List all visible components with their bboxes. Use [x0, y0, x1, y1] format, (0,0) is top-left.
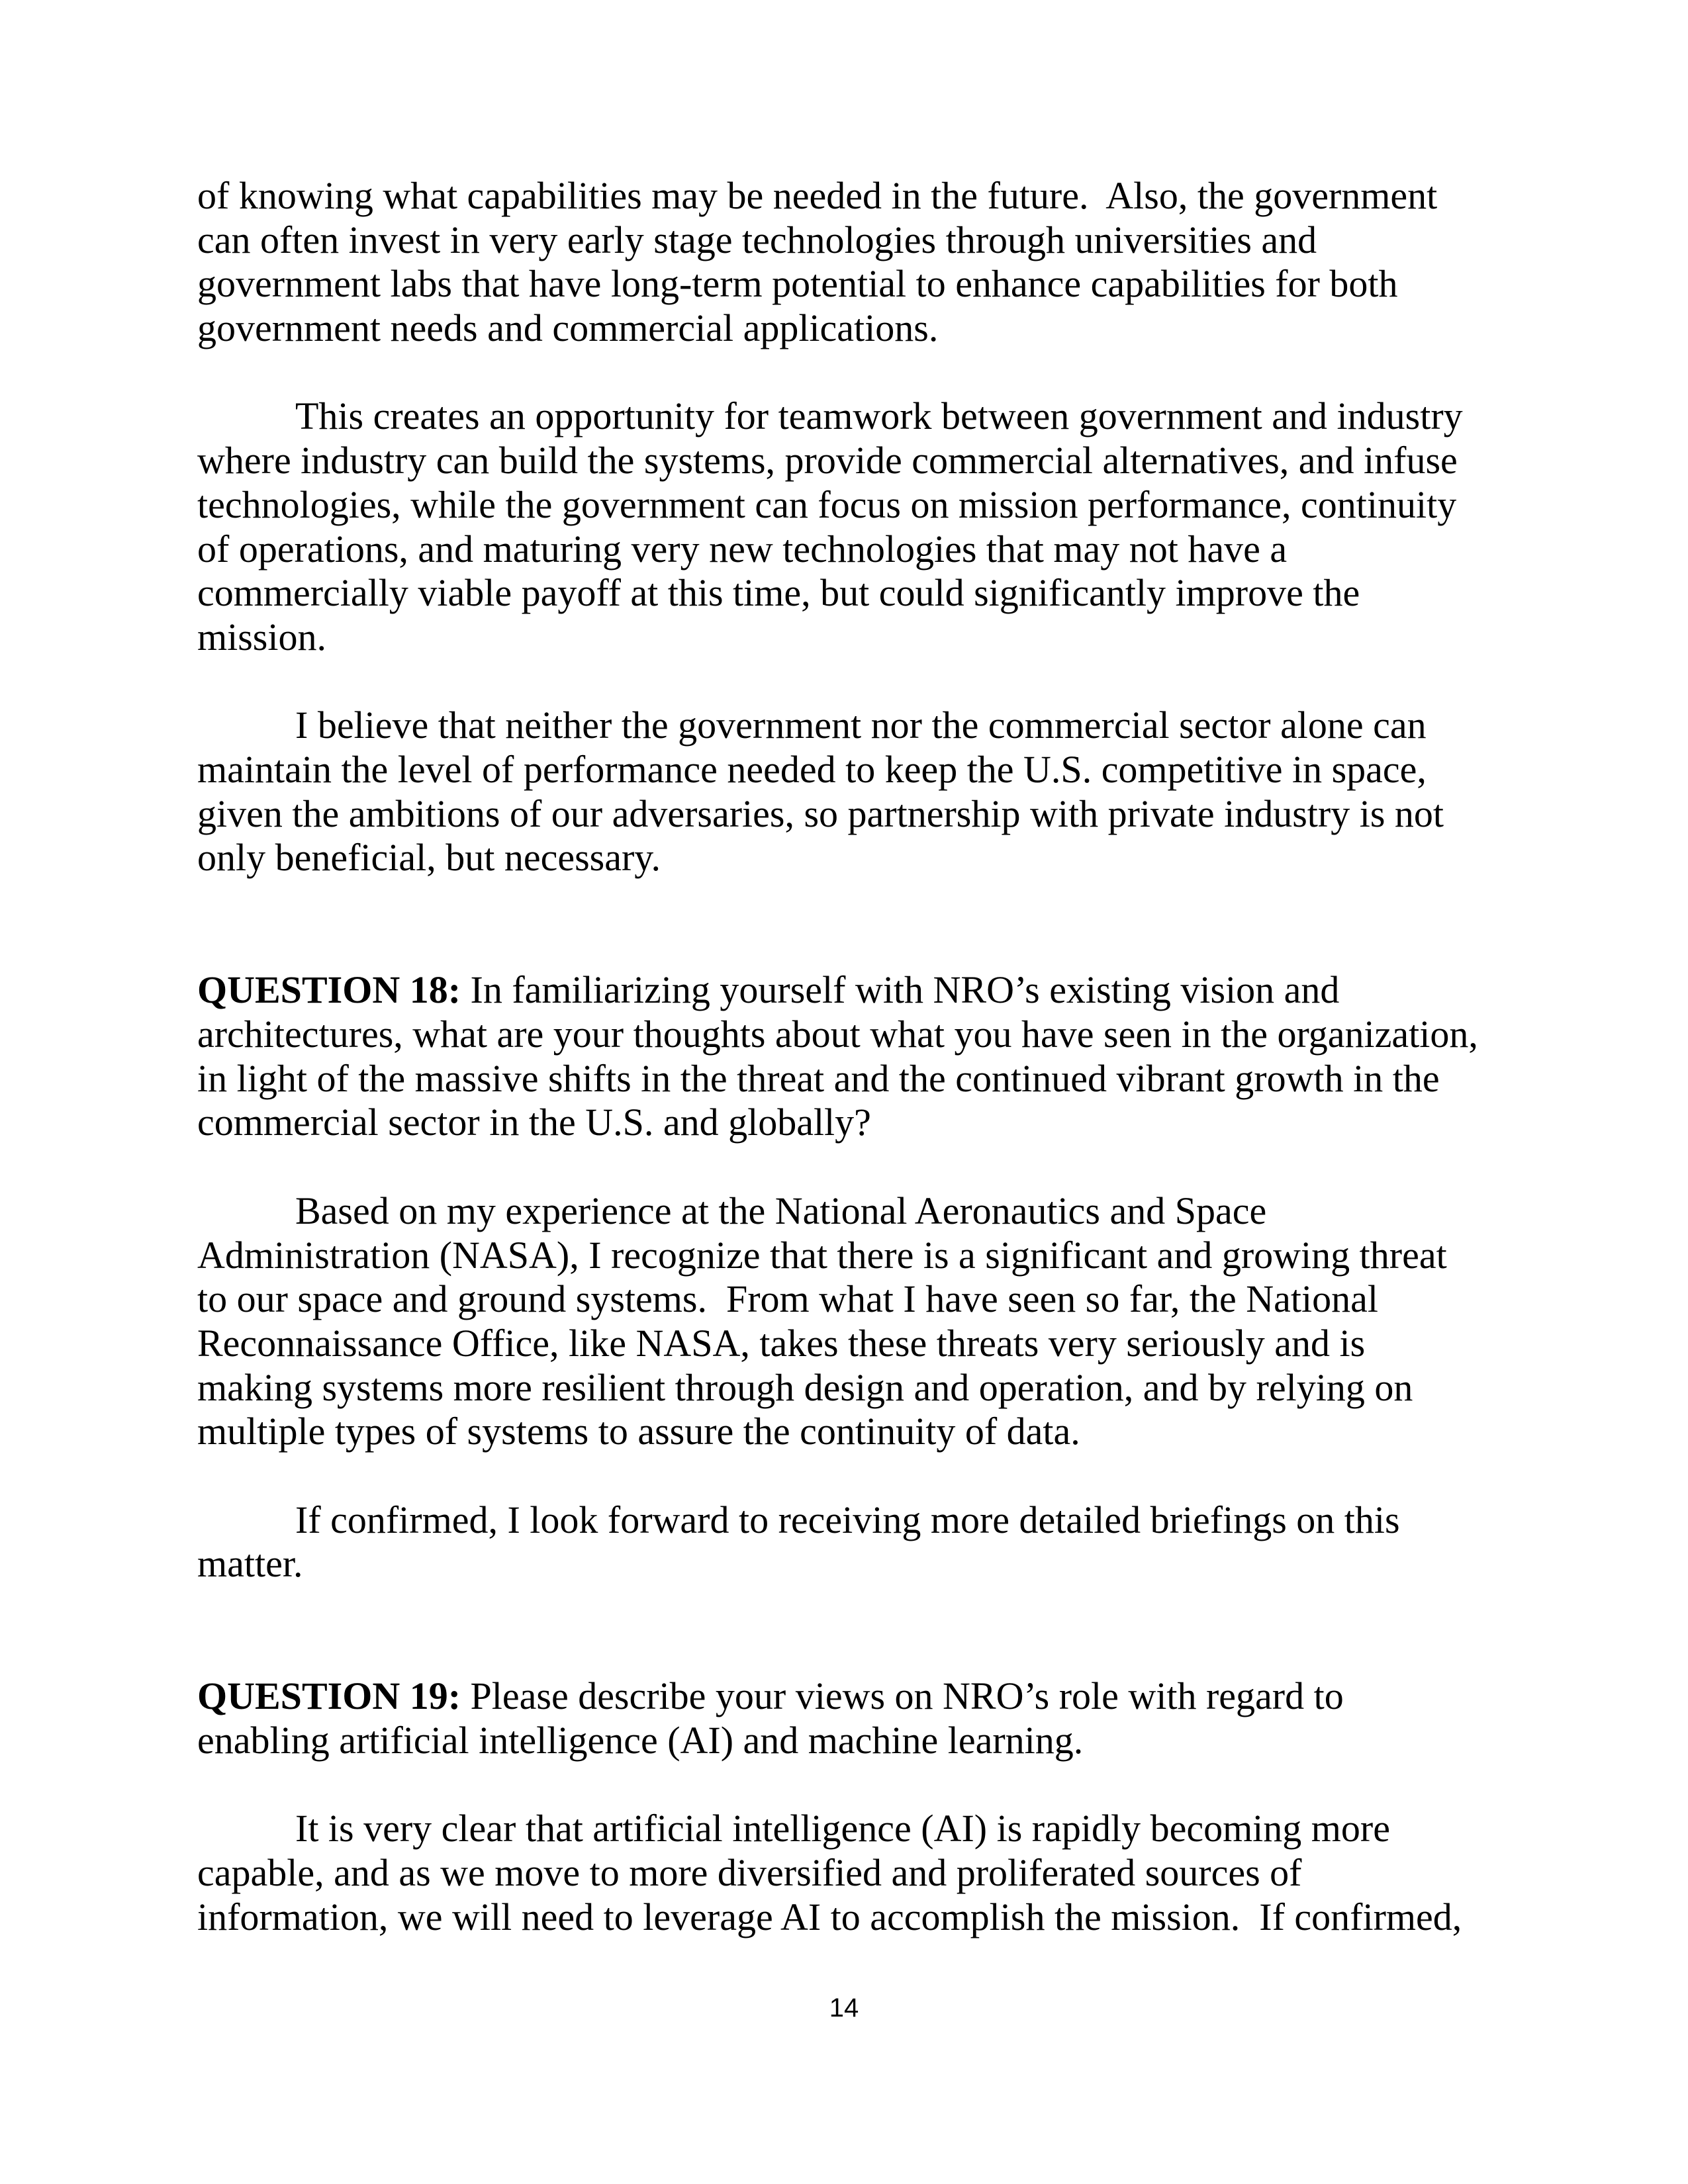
line-text: only beneficial, but necessary. [197, 836, 661, 880]
page-number: 14 [829, 1993, 859, 2023]
text-line [197, 1895, 1495, 1940]
text-line [197, 1674, 1495, 1719]
text-line [197, 439, 1495, 483]
line-text: maintain the level of performance needed to keep the U.S. competitive in space, [197, 747, 1427, 791]
text-line [197, 1013, 1495, 1057]
line-text: Please describe your views on NRO’s role with regard to [461, 1674, 1344, 1718]
line-text: architectures, what are your thoughts about what you have seen in the organization, [197, 1013, 1478, 1056]
line-text: I believe that neither the government nor the commercial sector alone can [295, 704, 1427, 747]
paragraph-spacer [197, 1763, 1495, 1807]
paragraph [197, 1189, 1495, 1454]
text-line [197, 483, 1495, 527]
paragraph-spacer [197, 660, 1495, 704]
line-text: In familiarizing yourself with NRO’s existing vision and [461, 968, 1340, 1012]
line-text: matter. [197, 1542, 303, 1586]
text-line [197, 836, 1495, 880]
text-line [197, 306, 1495, 351]
line-text: commercial sector in the U.S. and globally? [197, 1101, 871, 1144]
text-line [197, 1807, 1495, 1851]
text-line [197, 1277, 1495, 1322]
text-line [197, 792, 1495, 837]
paragraph [197, 1807, 1495, 1939]
paragraph-spacer [197, 1454, 1495, 1498]
text-line [197, 394, 1495, 439]
paragraph-spacer [197, 351, 1495, 395]
line-text: to our space and ground systems. From what I have seen so far, the National [197, 1277, 1378, 1321]
line-text: of operations, and maturing very new technologies that may not have a [197, 527, 1288, 570]
document-body [197, 174, 1495, 1940]
text-line [197, 527, 1495, 572]
question-paragraph [197, 1674, 1495, 1762]
text-line [197, 1851, 1495, 1895]
line-text: information, we will need to leverage AI to accomplish the mission. If confirmed, [197, 1895, 1462, 1938]
paragraph [197, 704, 1495, 880]
line-text: government labs that have long-term potential to enhance capabilities for both [197, 262, 1398, 306]
text-line [197, 1366, 1495, 1410]
text-line [197, 1410, 1495, 1454]
line-text: can often invest in very early stage technologies through universities and [197, 218, 1317, 261]
line-text: multiple types of systems to assure the continuity of data. [197, 1410, 1080, 1453]
text-line [197, 1101, 1495, 1145]
line-text: It is very clear that artificial intelligence (AI) is rapidly becoming more [295, 1807, 1390, 1850]
line-text: If confirmed, I look forward to receiving more detailed briefings on this [295, 1498, 1400, 1541]
text-line [197, 1542, 1495, 1586]
text-line [197, 1234, 1495, 1278]
line-text: capable, and as we move to more diversified and proliferated sources of [197, 1851, 1302, 1895]
text-line [197, 571, 1495, 615]
line-text: government needs and commercial applications. [197, 306, 939, 350]
text-line [197, 218, 1495, 263]
line-text: in light of the massive shifts in the threat and the continued vibrant growth in the [197, 1056, 1440, 1100]
paragraph [197, 174, 1495, 351]
line-text: technologies, while the government can focus on mission performance, continuity [197, 482, 1457, 526]
line-text: enabling artificial intelligence (AI) and machine learning. [197, 1719, 1084, 1762]
paragraph-spacer [197, 880, 1495, 968]
question-label: QUESTION 18: [197, 968, 461, 1012]
line-text: commercially viable payoff at this time, but could significantly improve the [197, 571, 1360, 615]
question-label: QUESTION 19: [197, 1674, 461, 1718]
line-text: given the ambitions of our adversaries, so partnership with private industry is not [197, 792, 1444, 835]
line-text: where industry can build the systems, provide commercial alternatives, and infuse [197, 439, 1458, 482]
text-line [197, 704, 1495, 748]
line-text: This creates an opportunity for teamwork between government and industry [295, 394, 1463, 438]
paragraph [197, 1498, 1495, 1586]
text-line [197, 1719, 1495, 1763]
line-text: Reconnaissance Office, like NASA, takes these threats very seriously and is [197, 1321, 1366, 1365]
text-line [197, 748, 1495, 792]
paragraph-spacer [197, 1586, 1495, 1674]
line-text: making systems more resilient through design and operation, and by relying on [197, 1365, 1413, 1409]
text-line [197, 1057, 1495, 1101]
line-text: mission. [197, 615, 326, 659]
text-line [197, 174, 1495, 218]
line-text: Based on my experience at the National Aeronautics and Space [295, 1189, 1267, 1232]
paragraph [197, 394, 1495, 659]
text-line [197, 262, 1495, 306]
line-text: of knowing what capabilities may be needed in the future. Also, the government [197, 174, 1438, 217]
text-line [197, 1322, 1495, 1366]
text-line [197, 1189, 1495, 1234]
text-line [197, 1498, 1495, 1543]
line-text: Administration (NASA), I recognize that there is a significant and growing threat [197, 1233, 1447, 1277]
text-line [197, 615, 1495, 660]
question-paragraph [197, 968, 1495, 1145]
paragraph-spacer [197, 1145, 1495, 1189]
text-line [197, 968, 1495, 1013]
